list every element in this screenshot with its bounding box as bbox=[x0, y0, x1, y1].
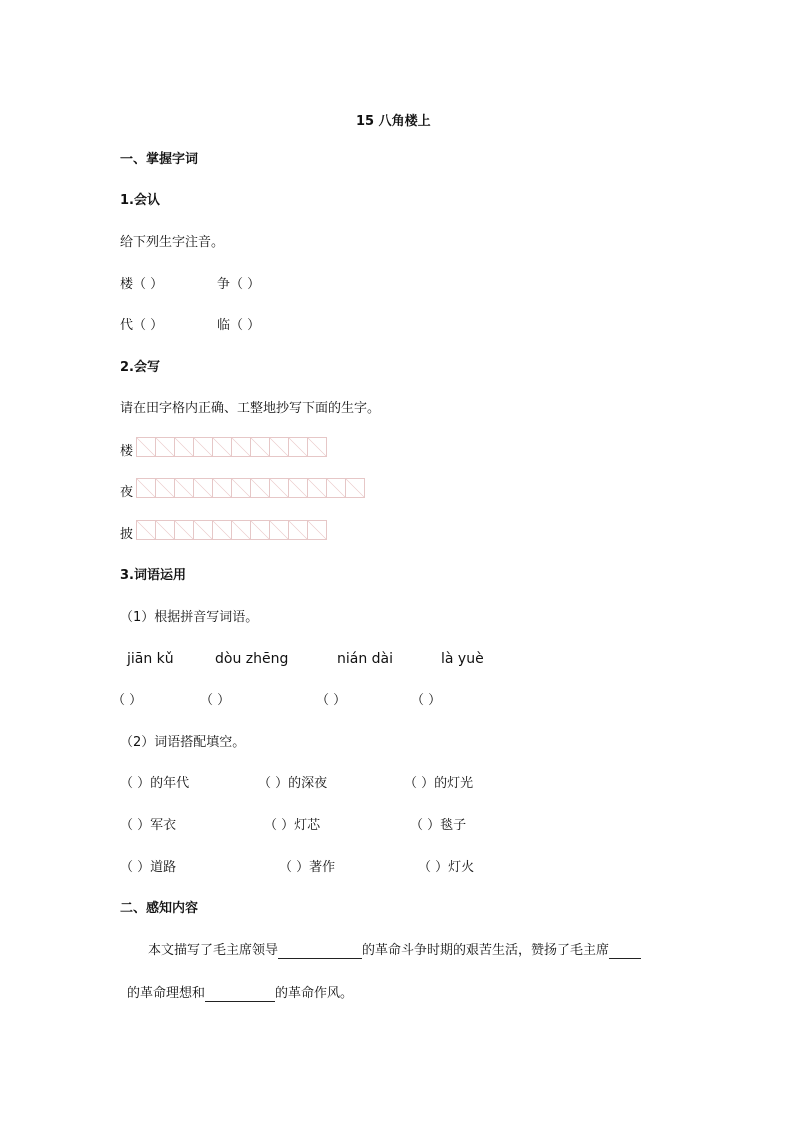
question-1: （1）根据拼音写词语。 bbox=[120, 610, 259, 625]
match-item: （ ）的深夜 bbox=[258, 776, 328, 791]
pinyin-item: 代（ ） bbox=[120, 318, 164, 333]
practice-char: 夜 bbox=[120, 485, 134, 500]
pinyin-item: 争（ ） bbox=[217, 277, 261, 292]
subheading-recognize: 1.会认 bbox=[120, 193, 160, 208]
pinyin-word: nián dài bbox=[337, 651, 394, 667]
answer-bracket: （ ） bbox=[411, 693, 442, 708]
match-item: （ ）的年代 bbox=[120, 776, 190, 791]
summary-text: 的革命理想和 bbox=[127, 986, 206, 1001]
practice-grid[interactable] bbox=[136, 520, 327, 539]
practice-char: 楼 bbox=[120, 444, 134, 459]
match-item: （ ）著作 bbox=[279, 860, 336, 875]
pinyin-item: 楼（ ） bbox=[120, 277, 164, 292]
answer-bracket: （ ） bbox=[316, 693, 347, 708]
match-item: （ ）灯火 bbox=[418, 860, 475, 875]
match-item: （ ）毯子 bbox=[410, 818, 467, 833]
match-item: （ ）的灯光 bbox=[404, 776, 474, 791]
pinyin-item: 临（ ） bbox=[217, 318, 261, 333]
pinyin-word: dòu zhēng bbox=[215, 651, 289, 667]
summary-text: 的革命作风。 bbox=[275, 986, 354, 1001]
page-title: 15 八角楼上 bbox=[356, 114, 431, 129]
summary-line-2 bbox=[127, 986, 353, 1002]
question-2: （2）词语搭配填空。 bbox=[120, 735, 246, 750]
subheading-write: 2.会写 bbox=[120, 360, 160, 375]
match-item: （ ）灯芯 bbox=[264, 818, 321, 833]
practice-grid[interactable] bbox=[136, 478, 365, 497]
section-heading-2: 二、感知内容 bbox=[120, 901, 199, 916]
instruction-pinyin: 给下列生字注音。 bbox=[120, 235, 225, 250]
section-heading-1: 一、掌握字词 bbox=[120, 152, 199, 167]
subheading-word-use: 3.词语运用 bbox=[120, 568, 186, 583]
summary-text: 本文描写了毛主席领导 bbox=[148, 943, 279, 958]
practice-char: 披 bbox=[120, 527, 134, 542]
pinyin-word: jiān kǔ bbox=[127, 651, 174, 667]
answer-bracket: （ ） bbox=[200, 693, 231, 708]
fill-blank[interactable] bbox=[278, 944, 362, 959]
pinyin-word: là yuè bbox=[441, 651, 484, 667]
answer-bracket: （ ） bbox=[112, 693, 143, 708]
instruction-write: 请在田字格内正确、工整地抄写下面的生字。 bbox=[120, 401, 381, 416]
match-item: （ ）道路 bbox=[120, 860, 177, 875]
summary-text: 的革命斗争时期的艰苦生活，赞扬了毛主席 bbox=[362, 943, 610, 958]
fill-blank[interactable] bbox=[609, 944, 641, 959]
practice-grid[interactable] bbox=[136, 437, 327, 456]
summary-line-1 bbox=[148, 943, 641, 959]
match-item: （ ）军衣 bbox=[120, 818, 177, 833]
fill-blank[interactable] bbox=[205, 987, 275, 1002]
